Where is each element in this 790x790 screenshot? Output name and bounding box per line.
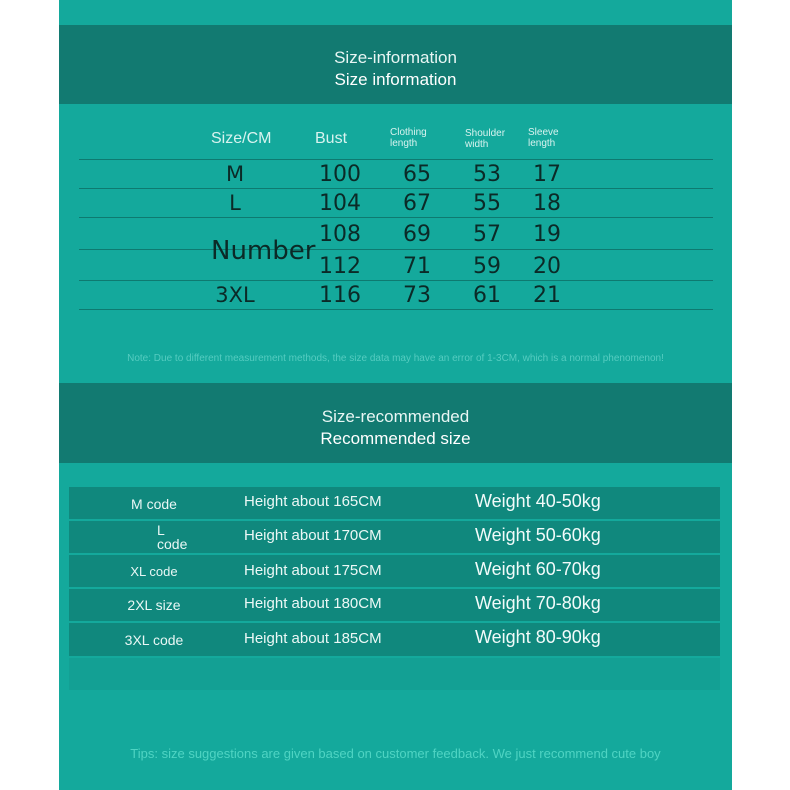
table-cell-bust: 112 [319, 254, 361, 279]
table-cell-sleeve: 18 [533, 191, 561, 216]
recommended-code: M code [131, 496, 177, 512]
table-divider [79, 280, 713, 281]
header-size: Size/CM [211, 130, 272, 147]
table-cell-length: 73 [403, 283, 431, 308]
table-cell-length: 69 [403, 222, 431, 247]
size-information-title: Size-information [334, 48, 457, 67]
recommended-weight: Weight 60-70kg [475, 559, 601, 579]
table-divider [79, 309, 713, 310]
table-cell-sleeve: 17 [533, 162, 561, 187]
recommended-size-banner [59, 383, 732, 463]
table-cell-length: 67 [403, 191, 431, 216]
recommended-height: Height about 175CM [244, 562, 382, 579]
table-row-size: 3XL [215, 283, 255, 307]
table-cell-shoulder: 55 [473, 191, 501, 216]
header-bust: Bust [315, 130, 348, 147]
table-cell-bust: 100 [319, 162, 361, 187]
table-cell-bust: 108 [319, 222, 361, 247]
size-information-subtitle: Size information [334, 70, 457, 89]
table-divider [79, 217, 713, 218]
header-sleeve-length: Sleeve length [528, 127, 559, 149]
recommended-row [69, 589, 720, 621]
tips-text: Tips: size suggestions are given based on customer feedback. We just recommend cute boy [130, 746, 661, 761]
table-cell-bust: 116 [319, 283, 361, 308]
table-cell-length: 71 [403, 254, 431, 279]
size-information-banner [59, 25, 732, 104]
table-cell-length: 65 [403, 162, 431, 187]
table-row-size: M [225, 162, 245, 186]
table-cell-shoulder: 61 [473, 283, 501, 308]
recommended-row [69, 555, 720, 587]
table-cell-shoulder: 57 [473, 222, 501, 247]
recommended-height: Height about 185CM [244, 630, 382, 647]
table-divider [79, 159, 713, 160]
recommended-subtitle: Recommended size [320, 429, 471, 448]
table-divider [79, 188, 713, 189]
table-cell-sleeve: 19 [533, 222, 561, 247]
recommended-weight: Weight 50-60kg [475, 525, 601, 545]
recommended-row [69, 521, 720, 553]
recommended-row [69, 487, 720, 519]
measurement-note: Note: Due to different measurement methods, the size data may have an error of 1-3CM, which is a normal phenomenon! [127, 353, 664, 364]
recommended-weight: Weight 80-90kg [475, 627, 601, 647]
recommended-height: Height about 180CM [244, 595, 382, 612]
table-row-size: L [229, 191, 241, 215]
table-cell-shoulder: 53 [473, 162, 501, 187]
recommended-weight: Weight 40-50kg [475, 491, 601, 511]
recommended-code: 2XL size [127, 597, 181, 613]
recommended-height: Height about 165CM [244, 493, 382, 510]
size-chart-panel [59, 0, 732, 790]
table-cell-sleeve: 20 [533, 254, 561, 279]
recommended-row [69, 623, 720, 656]
recommended-empty-row [69, 658, 720, 690]
table-divider [79, 249, 713, 250]
recommended-code: L code [157, 522, 188, 552]
table-cell-sleeve: 21 [533, 283, 561, 308]
header-clothing-length: Clothing length [390, 127, 427, 149]
table-cell-shoulder: 59 [473, 254, 501, 279]
recommended-code: XL code [130, 564, 178, 579]
recommended-height: Height about 170CM [244, 527, 382, 544]
recommended-weight: Weight 70-80kg [475, 593, 601, 613]
recommended-title: Size-recommended [321, 407, 470, 426]
table-cell-bust: 104 [319, 191, 361, 216]
number-label: Number [211, 236, 316, 266]
header-shoulder-width: Shoulder width [465, 128, 506, 150]
recommended-code: 3XL code [124, 632, 184, 648]
